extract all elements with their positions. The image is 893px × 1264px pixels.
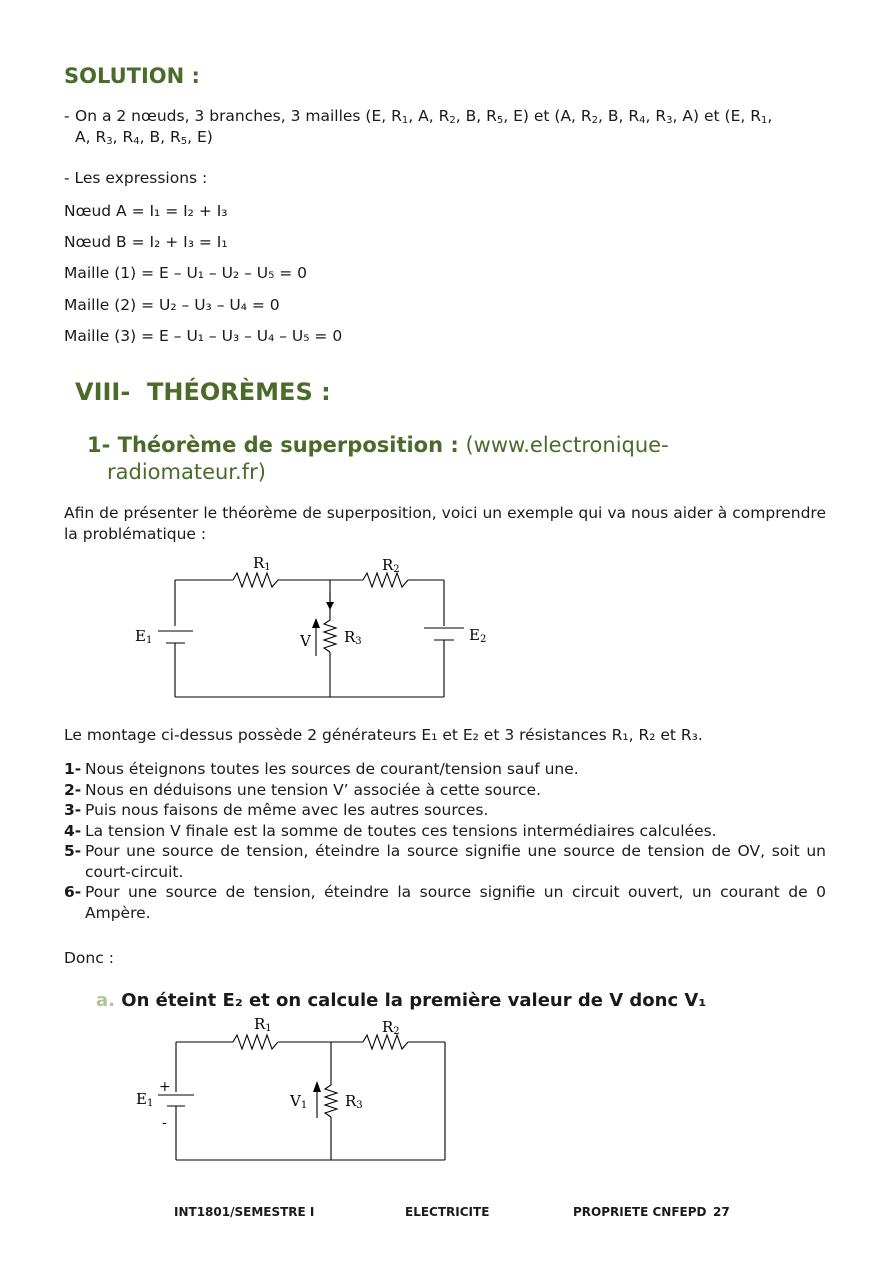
label-minus: - — [162, 1115, 167, 1131]
label-r1: R1 — [254, 1015, 272, 1034]
donc-label: Donc : — [64, 949, 114, 967]
label-e1: E1 — [136, 1090, 154, 1109]
list-item: 4- La tension V finale est la somme de toutes ces tensions intermédiaires calculées. — [64, 821, 717, 840]
list-item: 5- Pour une source de tension, éteindre la source signifie une source de tension de OV, soit un court-circuit. — [64, 842, 826, 881]
montage-text: Le montage ci-dessus possède 2 générateurs E₁ et E₂ et 3 résistances R₁, R₂ et R₃. — [64, 726, 703, 744]
label-r2: R2 — [382, 1018, 400, 1037]
circuit-diagram-1 — [120, 548, 490, 703]
label-r1: R1 — [253, 554, 271, 573]
list-item: 1- Nous éteignons toutes les sources de courant/tension sauf une. — [64, 760, 579, 778]
maille-2: Maille (2) = U₂ – U₃ – U₄ = 0 — [64, 296, 280, 314]
footer-code: INT1801/SEMESTRE I — [174, 1205, 315, 1219]
theorem-link-cont: radiomateur.fr) — [107, 460, 266, 484]
maille-1: Maille (1) = E – U₁ – U₂ – U₅ = 0 — [64, 264, 308, 282]
footer-subject: ELECTRICITE — [405, 1205, 490, 1219]
list-item: 3- Puis nous faisons de même avec les autres sources. — [64, 801, 489, 819]
list-item: 6- Pour une source de tension, éteindre la source signifie un circuit ouvert, un courant de 0 Ampère. — [64, 883, 826, 922]
noeud-b: Nœud B = I₂ + I₃ = I₁ — [64, 233, 228, 251]
label-r3: R3 — [345, 1092, 363, 1111]
theorem-heading — [87, 432, 669, 486]
section-title: VIII- THÉORÈMES : — [75, 378, 331, 406]
solution-intro: - On a 2 nœuds, 3 branches, 3 mailles (E, $R_1$, A, $R_2$, B, $R_5$, E) et (A, $R_2$, B, $R_4$, $R_3$, A) et (E, $R_1$, A, $R_3$, $R_4$, B, $R_5$, E) — [64, 107, 773, 147]
label-r3: R3 — [344, 628, 362, 647]
footer-owner: PROPRIETE CNFEPD — [573, 1205, 707, 1219]
list-item: 2- Nous en déduisons une tension V’ associée à cette source. — [64, 780, 542, 799]
label-e1: E1 — [135, 627, 153, 646]
maille-3: Maille (3) = E – U₁ – U₃ – U₄ – U₅ = 0 — [64, 327, 343, 345]
theorem-title: 1- Théorème de superposition : — [87, 433, 459, 457]
expressions-label: - Les expressions : — [64, 169, 208, 187]
label-r2: R2 — [382, 556, 400, 575]
step-a — [96, 990, 706, 1011]
solution-title: SOLUTION : — [64, 64, 200, 88]
label-e2: E2 — [469, 626, 487, 645]
theorem-intro: Afin de présenter le théorème de superposition, voici un exemple qui va nous aider à comprendre la problématique : — [64, 504, 826, 543]
voltage-arrow-icon — [313, 1081, 321, 1092]
steps-list — [64, 759, 826, 923]
circuit-diagram-2 — [120, 1010, 465, 1168]
label-v: V — [300, 632, 311, 650]
voltage-arrow-icon — [312, 618, 320, 628]
page-number: 27 — [713, 1205, 730, 1219]
step-a-text: On éteint E₂ et on calcule la première valeur de V donc V₁ — [121, 990, 707, 1011]
step-a-letter: a. — [96, 990, 115, 1011]
label-plus: + — [159, 1079, 171, 1095]
label-v1: V1 — [290, 1092, 308, 1111]
theorem-link: (www.electronique- — [465, 433, 669, 457]
noeud-a: Nœud A = I₁ = I₂ + I₃ — [64, 202, 228, 220]
